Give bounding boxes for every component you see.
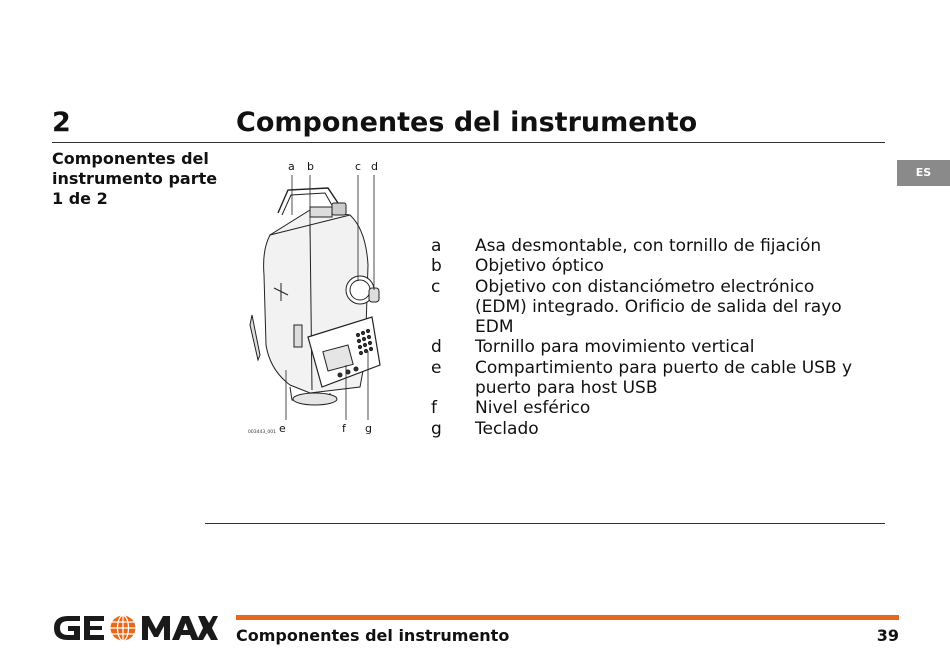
footer-title: Componentes del instrumento (236, 626, 510, 645)
legend-text: Asa desmontable, con tornillo de fijación (475, 236, 822, 256)
legend-item (431, 337, 871, 357)
callout-f: f (342, 422, 346, 435)
chapter-number: 2 (52, 107, 71, 138)
total-station-illustration (230, 155, 400, 440)
legend-text: Nivel esférico (475, 398, 591, 419)
legend-letter: e (431, 357, 442, 378)
chapter-title: Componentes del instrumento (236, 107, 698, 138)
legend-letter: c (431, 276, 441, 297)
legend-text: Objetivo óptico (475, 256, 604, 277)
header-divider (52, 142, 885, 143)
legend-letter: d (431, 337, 442, 358)
legend-text: Compartimiento para puerto de cable USB y puerto para host USB (475, 357, 853, 399)
language-tab[interactable]: ES (897, 160, 950, 186)
section-side-heading: Componentes del instrumento parte 1 de 2 (52, 149, 218, 208)
content-bottom-divider (205, 523, 885, 524)
page-number: 39 (876, 626, 899, 645)
legend-letter: a (431, 236, 442, 256)
legend-item (431, 398, 871, 418)
legend-text: Objetivo con distanciómetro electrónico (EDM) integrado. Orificio de salida del rayo EDM (475, 276, 842, 338)
footer-accent-bar (236, 615, 899, 620)
callout-e: e (279, 422, 286, 435)
callout-c: c (355, 160, 362, 173)
callout-b: b (307, 160, 314, 173)
legend-item (431, 256, 871, 276)
legend-text: Tornillo para movimiento vertical (475, 337, 755, 358)
legend-item (431, 236, 871, 256)
legend-item (431, 358, 871, 399)
callout-g: g (365, 422, 372, 435)
image-code: 003443_001 (248, 430, 277, 435)
legend-text: Teclado (475, 418, 539, 439)
legend-letter: f (431, 398, 437, 419)
legend-item (431, 277, 871, 338)
legend-letter: b (431, 256, 442, 277)
callout-d: d (371, 160, 378, 173)
callout-a: a (288, 160, 295, 173)
legend-letter: g (431, 418, 442, 439)
legend-item (431, 419, 871, 439)
component-legend (431, 236, 871, 439)
geomax-logo (52, 612, 218, 644)
